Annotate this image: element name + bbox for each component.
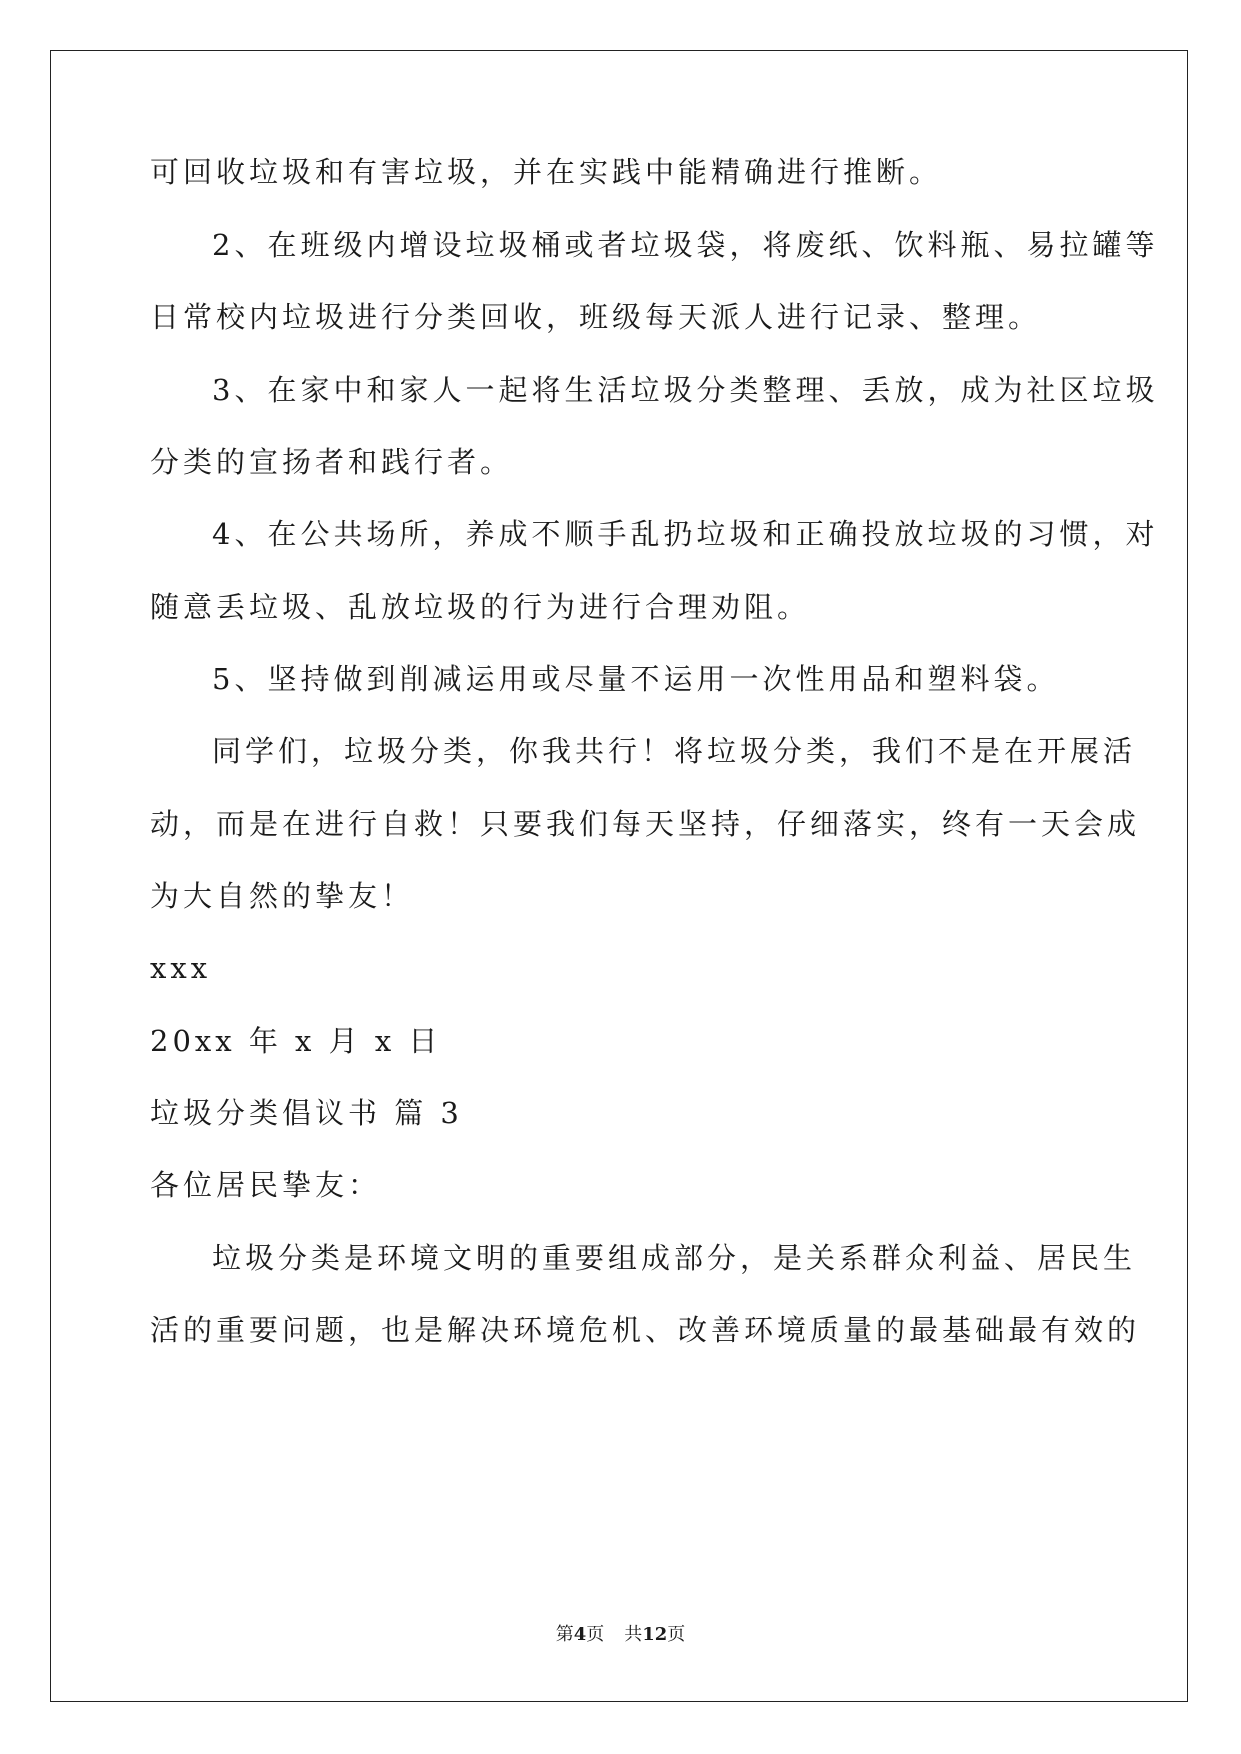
- page-footer: [0, 1620, 1241, 1646]
- date-line: 20xx 年 x 月 x 日: [150, 1024, 442, 1058]
- footer-total-prefix: 共: [624, 1624, 643, 1645]
- text-line: 4、在公共场所，养成不顺手乱扔垃圾和正确投放垃圾的习惯，对: [212, 517, 1159, 551]
- text-line: 同学们，垃圾分类，你我共行！将垃圾分类，我们不是在开展活: [212, 734, 1137, 768]
- salutation: 各位居民挚友：: [150, 1168, 382, 1202]
- current-page-number: 4: [573, 1624, 587, 1645]
- text-line: 3、在家中和家人一起将生活垃圾分类整理、丢放，成为社区垃圾: [212, 373, 1159, 407]
- text-line: 分类的宣扬者和践行者。: [150, 445, 514, 479]
- text-line: 垃圾分类是环境文明的重要组成部分，是关系群众利益、居民生: [212, 1241, 1137, 1275]
- text-line: 日常校内垃圾进行分类回收，班级每天派人进行记录、整理。: [150, 300, 1042, 334]
- text-line: 活的重要问题，也是解决环境危机、改善环境质量的最基础最有效的: [150, 1313, 1141, 1347]
- text-line: 随意丢垃圾、乱放垃圾的行为进行合理劝阻。: [150, 590, 811, 624]
- signature: xxx: [150, 951, 212, 985]
- footer-total-word: 页: [667, 1624, 686, 1645]
- footer-page-word: 页: [586, 1624, 605, 1645]
- text-line: 5、坚持做到削减运用或尽量不运用一次性用品和塑料袋。: [212, 662, 1060, 696]
- text-line: 2、在班级内增设垃圾桶或者垃圾袋，将废纸、饮料瓶、易拉罐等: [212, 228, 1159, 262]
- total-page-number: 12: [642, 1624, 668, 1645]
- text-line: 可回收垃圾和有害垃圾，并在实践中能精确进行推断。: [150, 155, 943, 189]
- text-line: 为大自然的挚友！: [150, 879, 415, 913]
- section-heading: 垃圾分类倡议书 篇 3: [150, 1096, 463, 1130]
- footer-prefix: 第: [555, 1624, 574, 1645]
- text-line: 动，而是在进行自救！只要我们每天坚持，仔细落实，终有一天会成: [150, 807, 1141, 841]
